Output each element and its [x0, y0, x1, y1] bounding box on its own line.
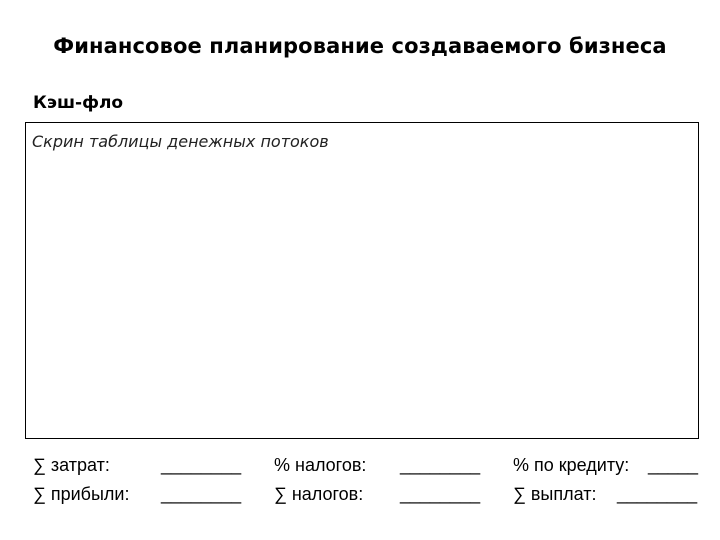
payments-sum-label: ∑ выплат:	[513, 484, 597, 504]
payments-sum-value: ________	[617, 484, 698, 504]
tax-pct-value: ________	[400, 455, 481, 475]
credit-pct-value: _____	[648, 455, 699, 475]
cashflow-screenshot-frame	[25, 122, 699, 439]
section-label: Кэш-фло	[33, 93, 124, 113]
profit-sum-value: ________	[161, 484, 242, 504]
screenshot-placeholder: Скрин таблицы денежных потоков	[32, 132, 329, 151]
costs-sum-value: ________	[161, 455, 242, 475]
tax-pct-label: % налогов:	[274, 455, 367, 475]
costs-sum-label: ∑ затрат:	[33, 455, 110, 475]
tax-sum-label: ∑ налогов:	[274, 484, 364, 504]
slide-title: Финансовое планирование создаваемого бизнеса	[53, 34, 667, 58]
tax-sum-value: ________	[400, 484, 481, 504]
profit-sum-label: ∑ прибыли:	[33, 484, 130, 504]
credit-pct-label: % по кредиту:	[513, 455, 630, 475]
